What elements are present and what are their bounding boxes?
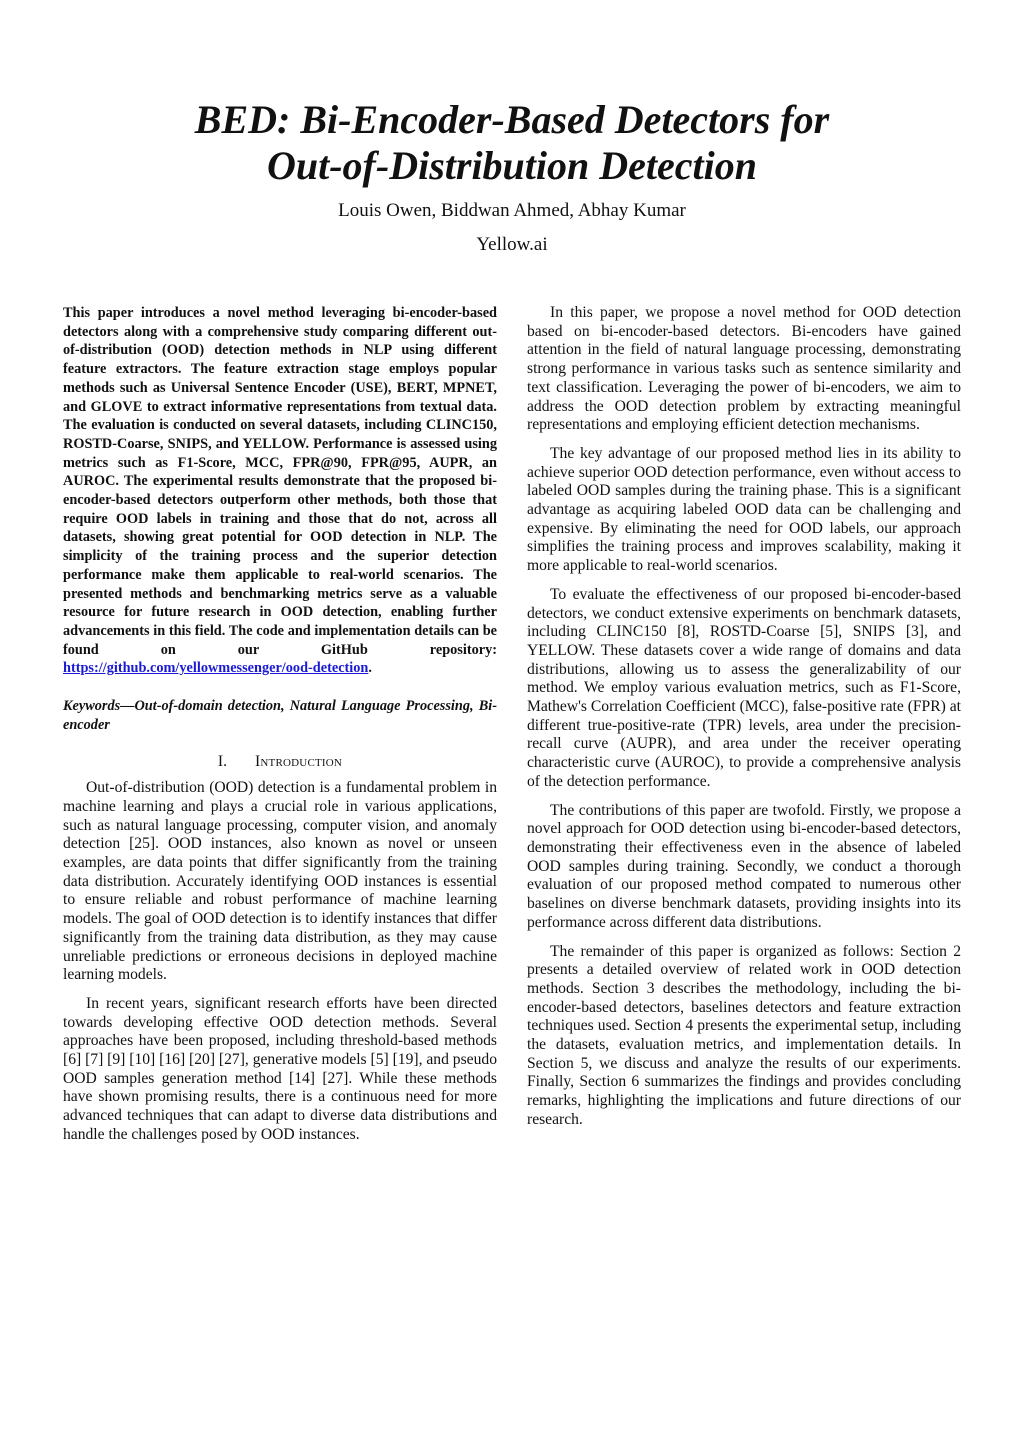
keywords: Keywords—Out-of-domain detection, Natural Language Processing, Bi-encoder <box>63 698 497 733</box>
github-repository-link[interactable]: https://github.com/yellowmessenger/ood-detection <box>63 660 369 677</box>
right-column <box>527 304 961 1140</box>
intro-paragraph-5: To evaluate the effectiveness of our proposed bi-encoder-based detectors, we conduct extensive experiments on benchmark datasets, including CLINC150 [8], ROSTD-Coarse [5], SNIPS [3], and YELLOW. These datasets cover a wide range of domains and data distributions, allowing us to assess the generalizability of our method. We employ various evaluation metrics, such as F1-Score, Mathew's Correlation Coefficient (MCC), false-positive rate (FPR) at different true-positive-rate (TPR) levels, area under the precision-recall curve (AUPR), and area under the receiver operating characteristic curve (AUROC), to provide a comprehensive analysis of the detection performance. <box>527 585 961 790</box>
left-column <box>63 304 497 1155</box>
intro-paragraph-3: In this paper, we propose a novel method for OOD detection based on bi-encoder-based detectors. Bi-encoders have gained attention in the field of natural language processing, demonstrating strong performance in various tasks such as sentence similarity and text classification. Leveraging the power of bi-encoders, we aim to address the OOD detection problem by extracting meaningful representations and employing efficient detection mechanisms. <box>527 304 961 434</box>
abstract <box>63 304 497 678</box>
section-heading-introduction <box>63 753 497 772</box>
abstract-end: . <box>368 660 372 677</box>
intro-paragraph-7: The remainder of this paper is organized as follows: Section 2 presents a detailed overview of related work in OOD detection methods. Section 3 describes the methodology, including the bi-encoder-based detectors, baselines detectors and feature extraction techniques used. Section 4 presents the experimental setup, including the datasets, evaluation metrics, and implementation details. In Section 5, we discuss and analyze the results of our experiments. Finally, Section 6 summarizes the findings and provides concluding remarks, highlighting the implications and future directions of our research. <box>527 942 961 1128</box>
abstract-text: This paper introduces a novel method leveraging bi-encoder-based detectors along with a comprehensive study comparing different out-of-distribution (OOD) detection methods in NLP using different feature extractors. The feature extraction stage employs popular methods such as Universal Sentence Encoder (USE), BERT, MPNET, and GLOVE to extract informative representations from textual data. The evaluation is conducted on several datasets, including CLINC150, ROSTD-Coarse, SNIPS, and YELLOW. Performance is assessed using metrics such as F1-Score, MCC, FPR@90, FPR@95, AUPR, an AUROC. The experimental results demonstrate that the proposed bi-encoder-based detectors outperform other methods, both those that require OOD labels in training and those that do not, across all datasets, showing great potential for OOD detection in NLP. The simplicity of the training process and the superior detection performance make them applicable to real-world scenarios. The presented methods and benchmarking metrics serve as a valuable resource for future research in OOD detection, enabling further advancements in this field. The code and implementation details can be found on our GitHub repository: <box>63 305 497 658</box>
author-list: Louis Owen, Biddwan Ahmed, Abhay Kumar <box>338 200 686 221</box>
intro-paragraph-2: In recent years, significant research efforts have been directed towards developing effective OOD detection methods. Several approaches have been proposed, including threshold-based methods [6] [7] [9] [10] [16] [20] [27], generative models [5] [19], and pseudo OOD samples generation method [14] [27]. While these methods have shown promising results, there is a continuous need for more advanced techniques that can adapt to diverse data distributions and handle the challenges posed by OOD instances. <box>63 994 497 1143</box>
section-title: Introduction <box>255 753 343 771</box>
intro-paragraph-4: The key advantage of our proposed method lies in its ability to achieve superior OOD detection performance, even without access to labeled OOD samples during the training phase. This is a significant advantage as acquiring labeled OOD data can be challenging and expensive. By eliminating the need for OOD labels, our approach simplifies the training process and improves scalability, making it more applicable to real-world scenarios. <box>527 444 961 575</box>
affiliation: Yellow.ai <box>476 234 548 255</box>
title-line-2: Out-of-Distribution Detection <box>266 143 758 188</box>
title-line-1: BED: Bi-Encoder-Based Detectors for <box>194 97 830 142</box>
paper-title <box>0 97 1024 189</box>
intro-paragraph-1: Out-of-distribution (OOD) detection is a fundamental problem in machine learning and plays a crucial role in various applications, such as natural language processing, computer vision, and anomaly detection [25]. OOD instances, also known as novel or unseen examples, are data points that differ significantly from the training data distribution. Accurately identifying OOD instances is essential to ensure reliable and robust performance of machine learning models. The goal of OOD detection is to identify instances that differ significantly from the training data distribution, as they may cause unreliable predictions or erroneous decisions in deployed machine learning models. <box>63 779 497 984</box>
intro-paragraph-6: The contributions of this paper are twofold. Firstly, we propose a novel approach for OOD detection using bi-encoder-based detectors, demonstrating their effectiveness even in the absence of labeled OOD samples during training. Secondly, we conduct a thorough evaluation of our proposed method compated to numerous other baselines on diverse benchmark datasets, providing insights into its performance across different data distributions. <box>527 801 961 931</box>
section-number: I. <box>217 753 228 771</box>
